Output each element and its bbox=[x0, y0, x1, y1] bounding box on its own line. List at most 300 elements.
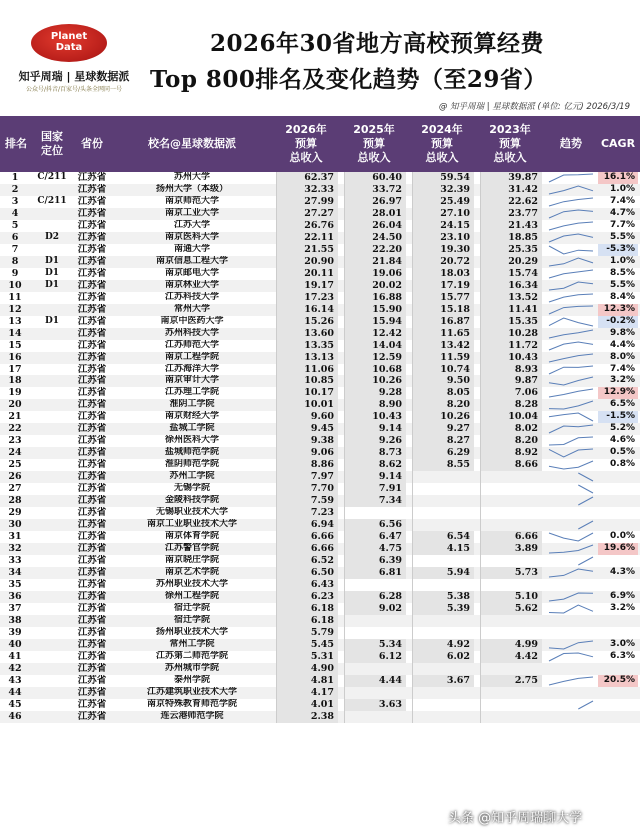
budget-2026-cell: 21.55 bbox=[276, 244, 338, 256]
national-position-cell bbox=[34, 387, 70, 399]
trend-line bbox=[549, 210, 593, 218]
rank-cell: 11 bbox=[8, 291, 22, 303]
trend-sparkline bbox=[546, 471, 596, 483]
national-position-cell bbox=[34, 699, 70, 711]
rank-cell: 17 bbox=[8, 363, 22, 375]
table-row bbox=[0, 292, 640, 304]
trend-line bbox=[549, 437, 593, 445]
trend-line bbox=[549, 425, 593, 433]
budget-2023-cell bbox=[480, 579, 542, 591]
cagr-cell: 12.9% bbox=[598, 387, 638, 399]
province-cell: 江苏省 bbox=[77, 447, 107, 459]
table-row bbox=[0, 280, 640, 292]
cagr-cell: 7.4% bbox=[610, 195, 635, 206]
national-position-cell: D1 bbox=[44, 315, 60, 326]
school-name-cell: 南京医科大学 bbox=[164, 231, 219, 242]
trend-sparkline bbox=[546, 387, 596, 399]
province-cell: 江苏省 bbox=[77, 602, 107, 614]
budget-2023-cell bbox=[480, 483, 542, 495]
cagr-cell: 4.7% bbox=[610, 207, 635, 218]
table-row bbox=[0, 220, 640, 232]
table-row bbox=[0, 687, 640, 699]
national-position-cell bbox=[34, 184, 70, 196]
province-cell: 江苏省 bbox=[77, 183, 107, 195]
col-2025-budget: 2025年 预算 总收入 bbox=[353, 123, 395, 164]
rank-cell: 33 bbox=[8, 555, 22, 566]
budget-2023-cell: 8.02 bbox=[480, 423, 542, 435]
trend-line bbox=[549, 545, 593, 553]
table-row bbox=[0, 268, 640, 280]
national-position-cell bbox=[34, 543, 70, 555]
budget-2023-cell: 22.62 bbox=[480, 196, 542, 208]
school-name-cell: 徐州医科大学 bbox=[164, 435, 219, 446]
rank-cell: 32 bbox=[8, 543, 22, 555]
school-name-cell: 宿迁学院 bbox=[173, 602, 210, 613]
province-cell: 江苏省 bbox=[77, 411, 107, 423]
trend-sparkline bbox=[546, 711, 596, 723]
trend-line bbox=[549, 533, 593, 541]
budget-2026-cell: 27.99 bbox=[276, 196, 338, 208]
trend-line bbox=[578, 701, 593, 709]
school-name-cell: 淮阴工学院 bbox=[169, 399, 215, 410]
cagr-cell bbox=[598, 483, 638, 495]
budget-2025-cell: 28.01 bbox=[344, 208, 406, 220]
col-trend: 趋势 bbox=[560, 137, 582, 150]
cagr-cell: 8.4% bbox=[610, 291, 635, 302]
budget-2026-cell: 13.13 bbox=[276, 352, 338, 364]
rank-cell: 6 bbox=[11, 231, 19, 243]
brand-name: 知乎周瑞 | 星球数据派 bbox=[18, 70, 130, 83]
cagr-cell bbox=[598, 519, 638, 531]
budget-2024-cell: 19.30 bbox=[412, 244, 474, 256]
budget-2025-cell: 9.02 bbox=[344, 603, 406, 615]
cagr-cell bbox=[598, 663, 638, 675]
trend-sparkline bbox=[546, 340, 596, 352]
budget-2023-cell: 10.28 bbox=[480, 328, 542, 340]
budget-2025-cell: 22.20 bbox=[344, 244, 406, 256]
trend-sparkline bbox=[546, 567, 596, 579]
budget-2023-cell: 18.85 bbox=[480, 232, 542, 244]
trend-line bbox=[549, 282, 593, 290]
col-cagr: CAGR bbox=[600, 137, 636, 150]
national-position-cell bbox=[34, 531, 70, 543]
cagr-cell: 5.5% bbox=[610, 231, 635, 242]
budget-2023-cell: 10.43 bbox=[480, 352, 542, 364]
cagr-cell: 4.3% bbox=[610, 566, 635, 577]
cagr-cell: 3.0% bbox=[610, 638, 635, 649]
budget-2023-cell: 39.87 bbox=[480, 172, 542, 184]
budget-2026-cell: 4.90 bbox=[276, 663, 338, 675]
rank-cell: 1 bbox=[11, 172, 19, 183]
budget-2025-cell: 15.94 bbox=[344, 316, 406, 328]
province-cell: 江苏省 bbox=[77, 375, 107, 387]
school-name-cell: 常州工学院 bbox=[169, 638, 215, 649]
school-name-cell: 盐城师范学院 bbox=[164, 447, 219, 458]
school-name-cell: 无锡学院 bbox=[173, 483, 210, 494]
budget-2026-cell: 62.37 bbox=[276, 172, 338, 184]
cagr-cell: 0.5% bbox=[610, 447, 635, 458]
cagr-cell: 3.2% bbox=[610, 375, 635, 386]
budget-2026-cell: 6.66 bbox=[276, 543, 338, 555]
budget-2024-cell bbox=[412, 471, 474, 483]
school-name-cell: 南京中医药大学 bbox=[160, 315, 224, 326]
budget-2026-cell: 6.18 bbox=[276, 615, 338, 627]
rank-cell: 25 bbox=[8, 459, 22, 471]
budget-2025-cell: 60.40 bbox=[344, 172, 406, 184]
cagr-cell: 5.5% bbox=[610, 279, 635, 290]
trend-sparkline bbox=[546, 651, 596, 663]
trend-sparkline bbox=[546, 507, 596, 519]
province-cell: 江苏省 bbox=[77, 387, 107, 399]
school-name-cell: 江苏第二师范学院 bbox=[155, 650, 228, 661]
budget-2025-cell bbox=[344, 687, 406, 699]
trend-line bbox=[549, 366, 593, 374]
budget-2026-cell: 7.97 bbox=[276, 471, 338, 483]
province-cell: 江苏省 bbox=[77, 578, 107, 590]
budget-2024-cell: 13.42 bbox=[412, 340, 474, 352]
trend-line bbox=[549, 377, 593, 385]
table-row bbox=[0, 447, 640, 459]
budget-2024-cell: 10.74 bbox=[412, 364, 474, 376]
budget-2024-cell bbox=[412, 615, 474, 627]
budget-2024-cell bbox=[412, 687, 474, 699]
budget-2026-cell: 6.94 bbox=[276, 519, 338, 531]
school-name-cell: 江苏师范大学 bbox=[164, 339, 219, 350]
school-name-cell: 泰州学院 bbox=[173, 674, 210, 685]
province-cell: 江苏省 bbox=[77, 399, 107, 411]
col-rank: 排名 bbox=[5, 137, 27, 150]
cagr-cell bbox=[598, 579, 638, 591]
province-cell: 江苏省 bbox=[77, 327, 107, 339]
cagr-cell: -5.3% bbox=[598, 244, 638, 256]
province-cell: 江苏省 bbox=[77, 435, 107, 447]
budget-2023-cell: 20.29 bbox=[480, 256, 542, 268]
budget-2024-cell bbox=[412, 627, 474, 639]
national-position-cell bbox=[34, 627, 70, 639]
budget-2024-cell: 5.94 bbox=[412, 567, 474, 579]
budget-2025-cell: 19.06 bbox=[344, 268, 406, 280]
national-position-cell bbox=[34, 663, 70, 675]
budget-2025-cell: 9.14 bbox=[344, 471, 406, 483]
cagr-cell: 6.9% bbox=[610, 590, 635, 601]
trend-sparkline bbox=[546, 615, 596, 627]
trend-line bbox=[549, 593, 593, 601]
budget-2023-cell bbox=[480, 495, 542, 507]
cagr-cell: 4.6% bbox=[610, 435, 635, 446]
budget-2025-cell: 6.39 bbox=[344, 555, 406, 567]
trend-line bbox=[549, 413, 593, 421]
budget-2023-cell: 23.77 bbox=[480, 208, 542, 220]
national-position-cell bbox=[34, 375, 70, 387]
province-cell: 江苏省 bbox=[77, 650, 107, 662]
trend-sparkline bbox=[546, 328, 596, 340]
school-name-cell: 南京审计大学 bbox=[164, 375, 219, 386]
budget-2025-cell: 6.47 bbox=[344, 531, 406, 543]
budget-2024-cell: 18.03 bbox=[412, 268, 474, 280]
budget-2026-cell: 32.33 bbox=[276, 184, 338, 196]
brand-subtitle: 公众号/抖音/百家号/头条全网同一号 bbox=[25, 86, 123, 93]
budget-2025-cell: 16.88 bbox=[344, 292, 406, 304]
rank-cell: 44 bbox=[8, 686, 22, 698]
national-position-cell bbox=[34, 651, 70, 663]
rank-cell: 7 bbox=[11, 243, 19, 255]
national-position-cell bbox=[34, 220, 70, 232]
trend-sparkline bbox=[546, 256, 596, 268]
rank-cell: 45 bbox=[8, 698, 22, 710]
rank-cell: 39 bbox=[8, 626, 22, 638]
province-cell: 江苏省 bbox=[77, 195, 107, 207]
budget-2025-cell: 20.02 bbox=[344, 280, 406, 292]
budget-2023-cell: 11.72 bbox=[480, 340, 542, 352]
school-name-cell: 扬州大学（本级） bbox=[155, 183, 228, 194]
national-position-cell: C/211 bbox=[37, 172, 67, 182]
budget-2023-cell: 6.66 bbox=[480, 531, 542, 543]
rank-cell: 21 bbox=[8, 411, 22, 423]
budget-2024-cell: 4.15 bbox=[412, 543, 474, 555]
budget-2025-cell: 8.62 bbox=[344, 459, 406, 471]
cagr-cell: 20.5% bbox=[598, 675, 638, 687]
national-position-cell bbox=[34, 687, 70, 699]
budget-2024-cell bbox=[412, 663, 474, 675]
budget-2024-cell: 6.54 bbox=[412, 531, 474, 543]
province-cell: 江苏省 bbox=[77, 243, 107, 255]
province-cell: 江苏省 bbox=[77, 471, 107, 483]
school-name-cell: 南京工业大学 bbox=[164, 207, 219, 218]
trend-line bbox=[549, 186, 593, 194]
rank-cell: 24 bbox=[8, 447, 22, 459]
table-row bbox=[0, 399, 640, 411]
table-row bbox=[0, 543, 640, 555]
school-name-cell: 盐城工学院 bbox=[169, 423, 215, 434]
trend-sparkline bbox=[546, 232, 596, 244]
rank-cell: 43 bbox=[8, 674, 22, 686]
table-row bbox=[0, 375, 640, 387]
budget-2023-cell: 13.52 bbox=[480, 292, 542, 304]
trend-sparkline bbox=[546, 495, 596, 507]
school-name-cell: 南京邮电大学 bbox=[164, 267, 219, 278]
budget-2025-cell: 10.68 bbox=[344, 364, 406, 376]
budget-2026-cell: 20.11 bbox=[276, 268, 338, 280]
trend-line bbox=[549, 569, 593, 577]
cagr-cell bbox=[598, 495, 638, 507]
budget-2026-cell: 15.26 bbox=[276, 316, 338, 328]
province-cell: 江苏省 bbox=[77, 531, 107, 543]
school-name-cell: 无锡职业技术大学 bbox=[155, 507, 228, 518]
budget-2026-cell: 27.27 bbox=[276, 208, 338, 220]
table-row bbox=[0, 615, 640, 627]
national-position-cell: D1 bbox=[44, 279, 60, 290]
table-row bbox=[0, 328, 640, 340]
national-position-cell bbox=[34, 352, 70, 364]
national-position-cell bbox=[34, 244, 70, 256]
budget-2024-cell: 6.02 bbox=[412, 651, 474, 663]
school-name-cell: 扬州职业技术大学 bbox=[155, 626, 228, 637]
rank-cell: 3 bbox=[11, 195, 19, 207]
province-cell: 江苏省 bbox=[77, 172, 107, 183]
budget-2023-cell: 31.42 bbox=[480, 184, 542, 196]
school-name-cell: 江苏科技大学 bbox=[164, 291, 219, 302]
trend-sparkline bbox=[546, 663, 596, 675]
budget-2024-cell: 59.54 bbox=[412, 172, 474, 184]
budget-2025-cell: 6.56 bbox=[344, 519, 406, 531]
table-row bbox=[0, 603, 640, 615]
budget-2024-cell: 5.38 bbox=[412, 591, 474, 603]
trend-sparkline bbox=[546, 375, 596, 387]
budget-2024-cell: 8.20 bbox=[412, 399, 474, 411]
cagr-cell: 3.2% bbox=[610, 602, 635, 613]
budget-2025-cell: 12.42 bbox=[344, 328, 406, 340]
budget-2024-cell bbox=[412, 579, 474, 591]
trend-sparkline bbox=[546, 399, 596, 411]
trend-line bbox=[549, 198, 593, 206]
province-cell: 江苏省 bbox=[77, 626, 107, 638]
school-name-cell: 江苏大学 bbox=[173, 219, 210, 230]
cagr-cell: 7.4% bbox=[610, 363, 635, 374]
trend-sparkline bbox=[546, 208, 596, 220]
budget-2024-cell: 20.72 bbox=[412, 256, 474, 268]
col-province: 省份 bbox=[81, 137, 103, 150]
trend-sparkline bbox=[546, 519, 596, 531]
school-name-cell: 南京体育学院 bbox=[164, 531, 219, 542]
budget-2026-cell: 5.45 bbox=[276, 639, 338, 651]
cagr-cell: -1.5% bbox=[598, 411, 638, 423]
budget-2025-cell: 26.04 bbox=[344, 220, 406, 232]
national-position-cell: D2 bbox=[44, 231, 60, 242]
budget-2023-cell: 5.73 bbox=[480, 567, 542, 579]
province-cell: 江苏省 bbox=[77, 291, 107, 303]
province-cell: 江苏省 bbox=[77, 710, 107, 722]
budget-2024-cell: 8.55 bbox=[412, 459, 474, 471]
budget-2026-cell: 11.06 bbox=[276, 364, 338, 376]
cagr-cell bbox=[598, 699, 638, 711]
budget-2026-cell: 5.31 bbox=[276, 651, 338, 663]
budget-2025-cell: 5.34 bbox=[344, 639, 406, 651]
province-cell: 江苏省 bbox=[77, 698, 107, 710]
col-2023-budget: 2023年 预算 总收入 bbox=[489, 123, 531, 164]
budget-2025-cell bbox=[344, 507, 406, 519]
cagr-cell: 8.0% bbox=[610, 351, 635, 362]
school-name-cell: 淮阴师范学院 bbox=[164, 459, 219, 470]
budget-2024-cell: 5.39 bbox=[412, 603, 474, 615]
budget-2025-cell: 8.90 bbox=[344, 399, 406, 411]
budget-2026-cell: 9.06 bbox=[276, 447, 338, 459]
budget-2026-cell: 6.23 bbox=[276, 591, 338, 603]
cagr-cell: 6.5% bbox=[610, 399, 635, 410]
trend-line bbox=[578, 521, 593, 529]
budget-2024-cell: 10.26 bbox=[412, 411, 474, 423]
rank-cell: 42 bbox=[8, 662, 22, 674]
rank-cell: 19 bbox=[8, 387, 22, 399]
budget-2026-cell: 6.66 bbox=[276, 531, 338, 543]
rank-cell: 40 bbox=[8, 638, 22, 650]
trend-sparkline bbox=[546, 280, 596, 292]
title-line-2: Top 800排名及变化趋势（至29省） bbox=[150, 66, 547, 93]
trend-sparkline bbox=[546, 639, 596, 651]
table-row bbox=[0, 256, 640, 268]
national-position-cell bbox=[34, 423, 70, 435]
budget-2023-cell bbox=[480, 663, 542, 675]
budget-2025-cell: 24.50 bbox=[344, 232, 406, 244]
budget-2023-cell bbox=[480, 687, 542, 699]
table-row bbox=[0, 567, 640, 579]
budget-2023-cell: 11.41 bbox=[480, 304, 542, 316]
rank-cell: 15 bbox=[8, 339, 22, 351]
school-name-cell: 南京师范大学 bbox=[164, 195, 219, 206]
school-name-cell: 南京艺术学院 bbox=[164, 566, 219, 577]
national-position-cell bbox=[34, 292, 70, 304]
rank-cell: 18 bbox=[8, 375, 22, 387]
budget-2023-cell: 8.92 bbox=[480, 447, 542, 459]
budget-2024-cell bbox=[412, 507, 474, 519]
budget-2024-cell bbox=[412, 483, 474, 495]
budget-2023-cell: 16.34 bbox=[480, 280, 542, 292]
school-name-cell: 苏州职业技术大学 bbox=[155, 578, 228, 589]
budget-2026-cell: 20.90 bbox=[276, 256, 338, 268]
trend-sparkline bbox=[546, 555, 596, 567]
national-position-cell bbox=[34, 459, 70, 471]
budget-2024-cell: 15.18 bbox=[412, 304, 474, 316]
table-row bbox=[0, 699, 640, 711]
school-name-cell: 苏州工学院 bbox=[169, 471, 215, 482]
province-cell: 江苏省 bbox=[77, 423, 107, 435]
budget-2025-cell: 8.73 bbox=[344, 447, 406, 459]
national-position-cell bbox=[34, 304, 70, 316]
rank-cell: 28 bbox=[8, 495, 22, 507]
province-cell: 江苏省 bbox=[77, 662, 107, 674]
national-position-cell bbox=[34, 591, 70, 603]
cagr-cell bbox=[598, 627, 638, 639]
province-cell: 江苏省 bbox=[77, 219, 107, 231]
trend-sparkline bbox=[546, 603, 596, 615]
rank-cell: 20 bbox=[8, 399, 22, 411]
budget-2026-cell: 7.70 bbox=[276, 483, 338, 495]
table-row bbox=[0, 184, 640, 196]
province-cell: 江苏省 bbox=[77, 614, 107, 626]
budget-2024-cell: 24.15 bbox=[412, 220, 474, 232]
province-cell: 江苏省 bbox=[77, 543, 107, 555]
cagr-cell: -0.2% bbox=[598, 316, 638, 328]
national-position-cell bbox=[34, 447, 70, 459]
trend-line bbox=[549, 641, 593, 649]
budget-2026-cell: 9.45 bbox=[276, 423, 338, 435]
rank-cell: 30 bbox=[8, 519, 22, 531]
budget-2026-cell: 4.81 bbox=[276, 675, 338, 687]
trend-sparkline bbox=[546, 316, 596, 328]
province-cell: 江苏省 bbox=[77, 555, 107, 566]
budget-2023-cell: 8.66 bbox=[480, 459, 542, 471]
rank-cell: 41 bbox=[8, 650, 22, 662]
table-row bbox=[0, 627, 640, 639]
budget-2023-cell: 10.04 bbox=[480, 411, 542, 423]
province-cell: 江苏省 bbox=[77, 459, 107, 471]
budget-2025-cell: 14.04 bbox=[344, 340, 406, 352]
budget-2023-cell: 15.35 bbox=[480, 316, 542, 328]
province-cell: 江苏省 bbox=[77, 267, 107, 279]
report-header bbox=[0, 0, 640, 118]
budget-2026-cell: 10.17 bbox=[276, 387, 338, 399]
trend-sparkline bbox=[546, 435, 596, 447]
watermark-text: 头条 @知乎周瑞聊大学 bbox=[448, 811, 583, 826]
rank-cell: 36 bbox=[8, 590, 22, 602]
table-row bbox=[0, 519, 640, 531]
trend-sparkline bbox=[546, 220, 596, 232]
school-name-cell: 苏州大学 bbox=[173, 172, 210, 182]
budget-2025-cell: 6.12 bbox=[344, 651, 406, 663]
col-school-name: 校名@星球数据派 bbox=[148, 137, 236, 150]
trend-line bbox=[549, 354, 593, 362]
rank-cell: 23 bbox=[8, 435, 22, 447]
budget-2023-cell: 15.74 bbox=[480, 268, 542, 280]
